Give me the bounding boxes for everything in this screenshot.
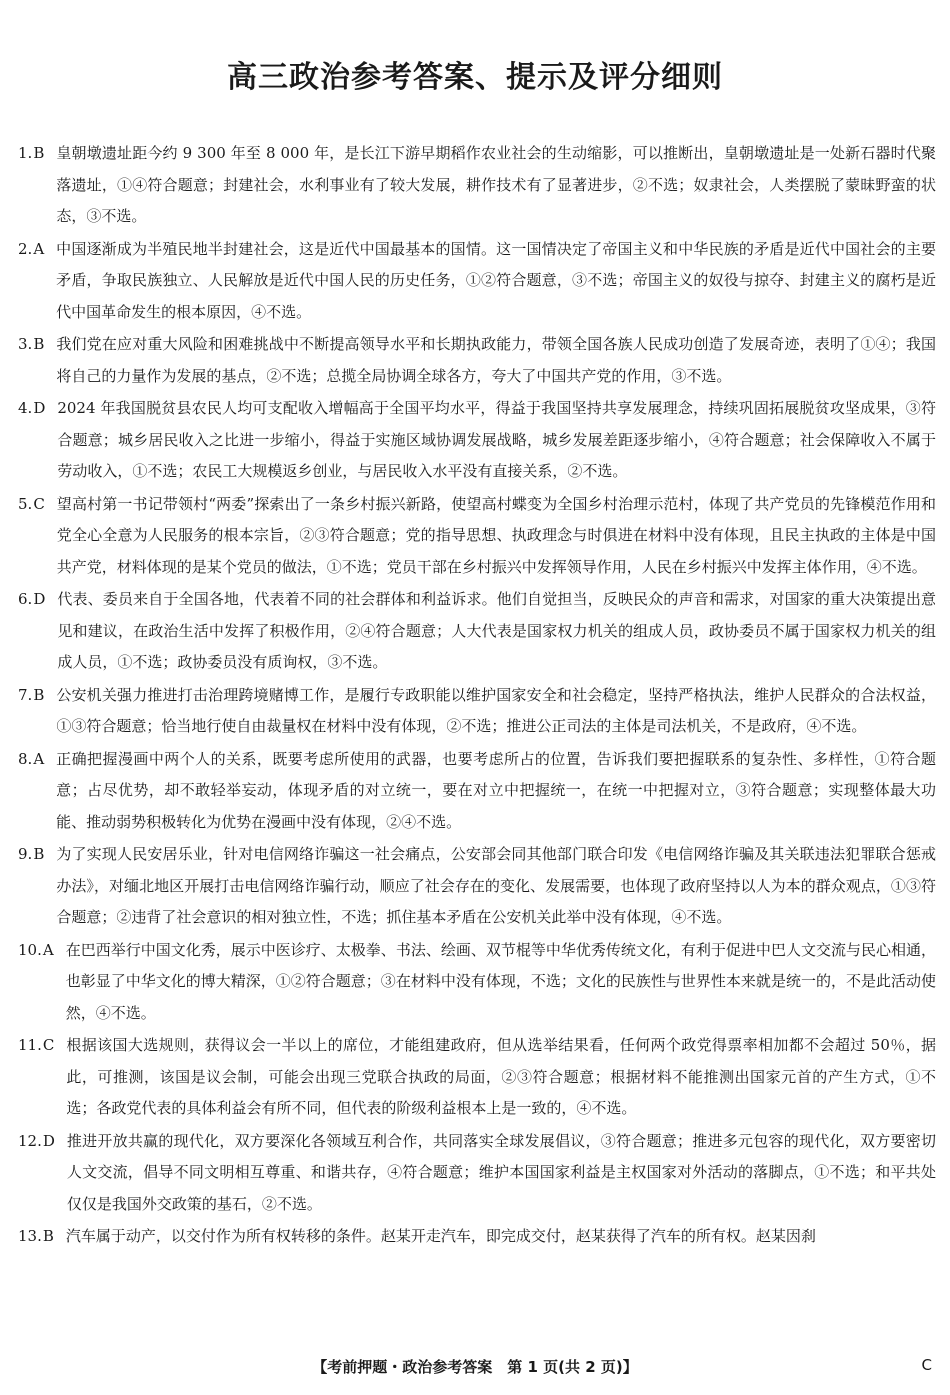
answer-key: A bbox=[33, 239, 45, 258]
answer-key: B bbox=[42, 1227, 54, 1245]
answer-key: D bbox=[42, 1131, 55, 1150]
question-number: 4. bbox=[18, 399, 33, 417]
question-number: 12. bbox=[18, 1131, 42, 1150]
answer-key: A bbox=[33, 749, 45, 768]
question-number: 10. bbox=[18, 940, 42, 959]
question-number: 6. bbox=[18, 590, 33, 608]
question-number: 2. bbox=[18, 239, 33, 258]
answer-item bbox=[18, 138, 936, 233]
answer-explanation: 2024 年我国脱贫县农民人均可支配收入增幅高于全国平均水平，得益于我国坚持共享发展理念，持续巩固拓展脱贫攻坚成果，③符合题意；城乡居民收入之比进一步缩小，得益于实施区域协调发展战略，城乡发展差距逐步缩小，④符合题意；社会保障收入不属于劳动收入，①不选；农民工大规模返乡创业，与居民收入水平没有直接关系，②不选。 bbox=[57, 399, 936, 480]
answer-key: D bbox=[33, 590, 46, 608]
answer-key: B bbox=[33, 845, 45, 863]
answer-item bbox=[18, 329, 936, 392]
answer-explanation: 推进开放共赢的现代化，双方要深化各领域互利合作，共同落实全球发展倡议，③符合题意；推进多元包容的现代化，双方要密切人文交流，倡导不同文明相互尊重、和谐共存，④符合题意；维护本国国家利益是主权国家对外活动的落脚点，①不选；和平共处仅仅是我国外交政策的基石，②不选。 bbox=[66, 1131, 936, 1213]
question-number: 1. bbox=[18, 144, 33, 162]
answer-explanation: 皇朝墩遗址距今约 9 300 年至 8 000 年，是长江下游早期稻作农业社会的生动缩影，可以推断出，皇朝墩遗址是一处新石器时代聚落遗址，①④符合题意；封建社会，水利事业有了较大发展，耕作技术有了显著进步，②不选；奴隶社会，人类摆脱了蒙昧野蛮的状态，③不选。 bbox=[56, 144, 936, 225]
answer-item bbox=[18, 489, 936, 584]
answer-item bbox=[18, 744, 936, 839]
page-footer bbox=[0, 1352, 950, 1382]
answer-item bbox=[18, 1030, 936, 1125]
question-number: 3. bbox=[18, 335, 33, 353]
answer-item bbox=[18, 393, 936, 488]
answer-explanation: 汽车属于动产，以交付作为所有权转移的条件。赵某开走汽车，即完成交付，赵某获得了汽车的所有权。赵某因刹 bbox=[65, 1227, 816, 1245]
question-number: 11. bbox=[18, 1036, 42, 1054]
question-number: 5. bbox=[18, 494, 33, 513]
answer-explanation: 正确把握漫画中两个人的关系，既要考虑所使用的武器，也要考虑所占的位置，告诉我们要把握联系的复杂性、多样性，①符合题意；占尽优势，却不敢轻举妄动，体现矛盾的对立统一，要在对立中把握统一，在统一中把握对立，③符合题意；实现整体最大功能、推动弱势积极转化为优势在漫画中没有体现，②④不选。 bbox=[56, 749, 936, 831]
answer-explanation: 在巴西举行中国文化秀，展示中医诊疗、太极拳、书法、绘画、双节棍等中华优秀传统文化，有利于促进中巴人文交流与民心相通，也彰显了中华文化的博大精深，①②符合题意；③在材料中没有体现，不选；文化的民族性与世界性本来就是统一的，不是此活动使然，④不选。 bbox=[65, 940, 936, 1022]
answer-key: D bbox=[33, 399, 46, 417]
answer-key: C bbox=[42, 1036, 55, 1054]
answer-key: B bbox=[33, 144, 45, 162]
answer-item bbox=[18, 584, 936, 679]
question-number: 8. bbox=[18, 749, 33, 768]
answer-item bbox=[18, 1126, 936, 1221]
answer-key: B bbox=[33, 685, 45, 704]
footer-label: 【考前押题・政治参考答案 第 1 页(共 2 页)】 bbox=[312, 1358, 638, 1376]
answer-key: C bbox=[33, 494, 45, 513]
answer-explanation: 代表、委员来自于全国各地，代表着不同的社会群体和利益诉求。他们自觉担当，反映民众的声音和需求，对国家的重大决策提出意见和建议，在政治生活中发挥了积极作用，②④符合题意；人大代表是国家权力机关的组成人员，政协委员不属于国家权力机关的组成人员，①不选；政协委员没有质询权，③不选。 bbox=[57, 590, 936, 671]
question-number: 13. bbox=[18, 1227, 42, 1245]
paper-code: C bbox=[921, 1356, 932, 1374]
page-title: 高三政治参考答案、提示及评分细则 bbox=[227, 60, 723, 95]
answer-item bbox=[18, 839, 936, 934]
answer-item bbox=[18, 935, 936, 1030]
answer-key: A bbox=[42, 940, 54, 959]
answer-explanation: 望高村第一书记带领村“两委”探索出了一条乡村振兴新路，使望高村蝶变为全国乡村治理示范村，体现了共产党员的先锋模范作用和党全心全意为人民服务的根本宗旨，②③符合题意；党的指导思想、执政理念与时俱进在材料中没有体现，且民主执政的主体是中国共产党，材料体现的是某个党员的做法，①不选；党员干部在乡村振兴中发挥领导作用，人民在乡村振兴中发挥主体作用，④不选。 bbox=[56, 494, 936, 576]
answer-explanation: 为了实现人民安居乐业，针对电信网络诈骗这一社会痛点，公安部会同其他部门联合印发《电信网络诈骗及其关联违法犯罪联合惩戒办法》，对缅北地区开展打击电信网络诈骗行动，顺应了社会存在的变化、发展需要，也体现了政府坚持以人为本的群众观点，①③符合题意；②违背了社会意识的相对独立性，不选；抓住基本矛盾在公安机关此举中没有体现，④不选。 bbox=[56, 845, 936, 926]
answer-item bbox=[18, 234, 936, 329]
answer-item bbox=[18, 680, 936, 743]
answer-explanation: 公安机关强力推进打击治理跨境赌博工作，是履行专政职能以维护国家安全和社会稳定，坚持严格执法，维护人民群众的合法权益，①③符合题意；恰当地行使自由裁量权在材料中没有体现，②不选；推进公正司法的主体是司法机关，不是政府，④不选。 bbox=[56, 685, 936, 735]
answer-explanation: 我们党在应对重大风险和困难挑战中不断提高领导水平和长期执政能力，带领全国各族人民成功创造了发展奇迹，表明了①④；我国将自己的力量作为发展的基点，②不选；总揽全局协调全球各方，夸大了中国共产党的作用，③不选。 bbox=[56, 335, 936, 385]
question-number: 9. bbox=[18, 845, 33, 863]
answer-explanation: 中国逐渐成为半殖民地半封建社会，这是近代中国最基本的国情。这一国情决定了帝国主义和中华民族的矛盾是近代中国社会的主要矛盾，争取民族独立、人民解放是近代中国人民的历史任务，①②符合题意，③不选；帝国主义的奴役与掠夺、封建主义的腐朽是近代中国革命发生的根本原因，④不选。 bbox=[56, 239, 936, 321]
answer-key: B bbox=[33, 335, 45, 353]
answer-list bbox=[18, 138, 936, 1254]
answer-explanation: 根据该国大选规则，获得议会一半以上的席位，才能组建政府，但从选举结果看，任何两个政党得票率相加都不会超过 50％，据此，可推测，该国是议会制，可能会出现三党联合执政的局面，②③符合题意；根据材料不能推测出国家元首的产生方式，①不选；各政党代表的具体利益会有所不同，但代表的阶级利益根本上是一致的，④不选。 bbox=[66, 1036, 936, 1117]
question-number: 7. bbox=[18, 685, 33, 704]
answer-item bbox=[18, 1221, 936, 1253]
